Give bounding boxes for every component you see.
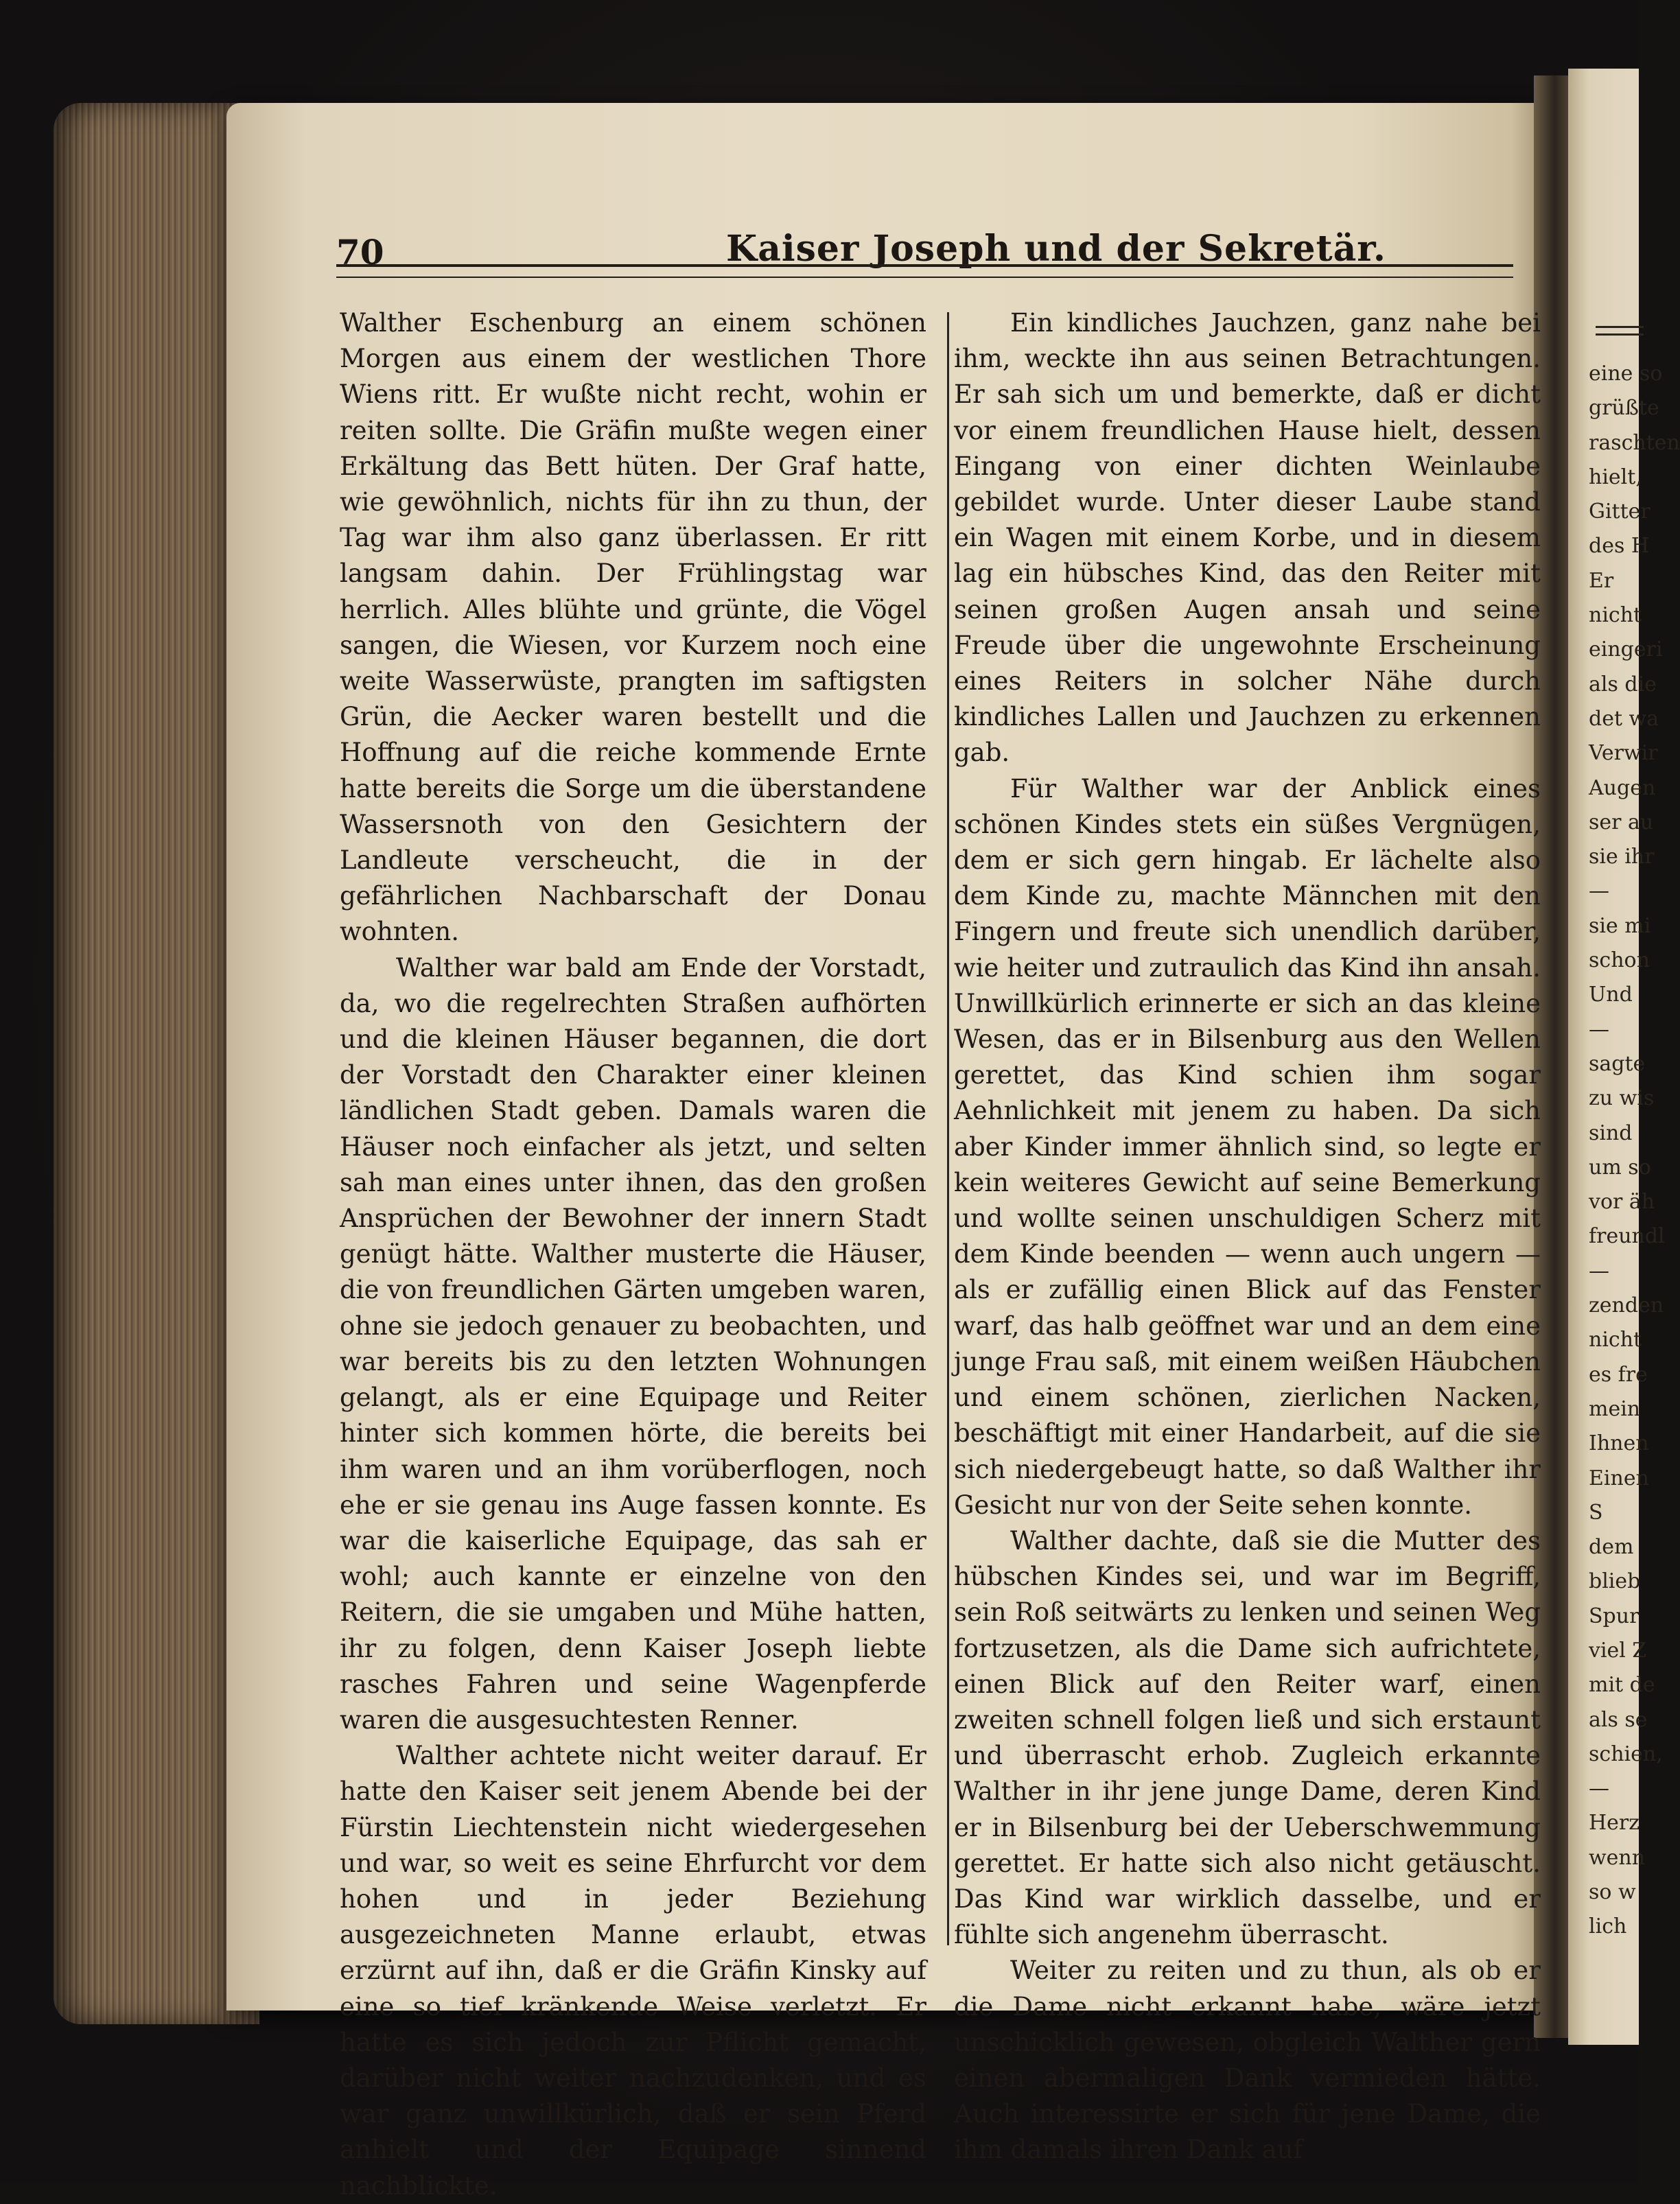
right-page-fragment-line: sie ihr: [1589, 845, 1655, 869]
right-page-fragment-line: Augen: [1589, 775, 1656, 800]
right-page-fragment-line: Er: [1589, 568, 1614, 593]
right-page-fragment-line: wenn: [1589, 1845, 1646, 1870]
right-page-fragment-line: raschten: [1589, 430, 1680, 455]
right-page-fragment-line: det wa: [1589, 706, 1659, 731]
right-page-fragment-line: eingeri: [1589, 637, 1663, 662]
right-page-fragment-line: Und: [1589, 983, 1633, 1007]
left-text-column: [340, 305, 926, 2204]
paragraph: Walther war bald am Ende der Vorstadt, da, wo die regelrechten Straßen aufhörten und die kleinen Häuser begannen, die dort der Vorstadt den Charakter einer kleinen ländlichen Stadt geben. Damals waren die Häuser noch einfacher als jetzt, und selten sah man eines unter ihnen, das den großen Ansprüchen der Bewohner der innern Stadt genügt hätte. Walther musterte die Häuser, die von freundlichen Gärten umgeben waren, ohne sie jedoch genauer zu beobachten, und war bereits bis zu den letzten Wohnungen gelangt, als er eine Equipage und Reiter hinter sich kommen hörte, die bereits bei ihm waren und an ihm vorüberflogen, noch ehe er sie genau ins Auge fassen konnte. Es war die kaiserliche Equipage, das sah er wohl; auch kannte er einzelne von den Reitern, die sie umgaben und Mühe hatten, ihr zu folgen, denn Kaiser Joseph liebte rasches Fahren und seine Wagenpferde waren die ausgesuchtesten Renner.: [340, 952, 926, 1735]
right-page-header-rule: [1596, 326, 1644, 336]
right-page-fragment-line: Spur: [1589, 1604, 1640, 1628]
right-page-fragment-line: mit de: [1589, 1673, 1655, 1698]
right-page-text-fragments: [1589, 357, 1680, 1945]
paragraph: Weiter zu reiten und zu thun, als ob er die Dame nicht erkannt habe, wäre jetzt unschicklich gewesen, obgleich Walther gern einen abermaligen Dank vermieden hätte. Auch interessirte er sich für jene Dame, die ihm damals ihren Dank auf: [954, 1956, 1541, 2165]
right-page-fragment-line: sind: [1589, 1121, 1633, 1145]
right-page-fragment-line: sie mi: [1589, 913, 1651, 938]
right-text-column: [954, 305, 1541, 2168]
right-page-fragment-line: sagte: [1589, 1051, 1646, 1076]
right-page-fragment-line: Verwir: [1589, 741, 1658, 766]
right-page-fragment-line: —: [1589, 1017, 1609, 1042]
right-page-fragment-line: grüßte: [1589, 396, 1659, 421]
right-page-fragment-line: schien,: [1589, 1742, 1663, 1766]
right-page-fragment-line: als die: [1589, 672, 1657, 696]
right-page-fragment-line: nicht: [1589, 603, 1642, 628]
right-page-fragment-line: Ihnen: [1589, 1431, 1649, 1456]
paragraph: Für Walther war der Anblick eines schönen Kindes stets ein süßes Vergnügen, dem er sich gern hingab. Er lächelte also dem Kinde zu, machte Männchen mit den Fingern und freute sich unendlich darüber, wie heiter und zutraulich das Kind ihn ansah. Unwillkürlich erinnerte er sich an das kleine Wesen, das er in Bilsenburg aus den Wellen gerettet, das Kind schien ihm sogar Aehnlichkeit mit jenem zu haben. Da sich aber Kinder immer ähnlich sind, so legte er kein weiteres Gewicht auf seine Bemerkung und wollte seinen unschuldigen Scherz mit dem Kinde beenden — wenn auch ungern — als er zufällig einen Blick auf das Fenster warf, das halb geöffnet war und an dem eine junge Frau saß, mit einem weißen Häubchen und einem schönen, zierlichen Nacken, beschäftigt mit einer Handarbeit, auf die sie sich niedergebeugt hatte, so daß Walther ihr Gesicht nur von der Seite sehen konnte.: [954, 773, 1541, 1520]
column-divider: [947, 312, 949, 1945]
right-page-fragment-line: —: [1589, 879, 1609, 904]
right-page-fragment-line: Einen: [1589, 1466, 1649, 1490]
paragraph: Walther achtete nicht weiter darauf. Er hatte den Kaiser seit jenem Abende bei der Fürstin Liechtenstein nicht wiedergesehen und war, so weit es seine Ehrfurcht vor dem hohen und in jeder Beziehung ausgezeichneten Manne erlaubt, etwas erzürnt auf ihn, daß er die Gräfin Kinsky auf eine so tief kränkende Weise verletzt. Er hatte es sich jedoch zur Pflicht gemacht, darüber nicht weiter nachzudenken, und es war ganz unwillkürlich, daß er sein Pferd anhielt und der Equipage sinnend nachblickte.: [340, 1741, 926, 2201]
right-page-fragment-line: um so: [1589, 1155, 1651, 1180]
right-page-fragment-line: zenden: [1589, 1293, 1664, 1318]
right-page-fragment-line: blieb: [1589, 1569, 1641, 1594]
right-page-partial: [1568, 69, 1680, 2045]
right-page-fragment-line: Herz: [1589, 1811, 1640, 1836]
paragraph: Ein kindliches Jauchzen, ganz nahe bei ihm, weckte ihn aus seinen Betrachtungen. Er sah sich um und bemerkte, daß er dicht vor einem freundlichen Hause hielt, dessen Eingang von einer dichten Weinlaube gebildet wurde. Unter dieser Laube stand ein Wagen mit einem Korbe, und in diesem lag ein hübsches Kind, das den Reiter mit seinen großen Augen ansah und seine Freude über die ungewohnte Erscheinung eines Reiters in solcher Nähe durch kindliches Lallen und Jauchzen zu erkennen gab.: [954, 308, 1541, 768]
right-page-fragment-line: schon: [1589, 948, 1650, 973]
page-number: 70: [336, 232, 384, 272]
running-title: Kaiser Joseph und der Sekretär.: [726, 228, 1387, 270]
right-page-fragment-line: viel Z: [1589, 1638, 1647, 1663]
right-page-fragment-line: des H: [1589, 534, 1650, 559]
right-page-fragment-line: es fre: [1589, 1362, 1648, 1387]
right-page-fragment-line: vor äh: [1589, 1190, 1655, 1215]
right-page-fragment-line: nicht: [1589, 1328, 1642, 1352]
right-page-fragment-line: zu wis: [1589, 1086, 1655, 1111]
paragraph: Walther Eschenburg an einem schönen Morgen aus einem der westlichen Thore Wiens ritt. Er wußte nicht recht, wohin er reiten sollte. Die Gräfin mußte wegen einer Erkältung das Bett hüten. Der Graf hatte, wie gewöhnlich, nichts für ihn zu thun, der Tag war ihm also ganz überlassen. Er ritt langsam dahin. Der Frühlingstag war herrlich. Alles blühte und grünte, die Vögel sangen, die Wiesen, vor Kurzem noch eine weite Wasserwüste, prangten im saftigsten Grün, die Aecker waren bestellt und die Hoffnung auf die reiche kommende Ernte hatte bereits die Sorge um die überstandene Wassersnoth von den Gesichtern der Landleute verscheucht, die in der gefährlichen Nachbarschaft der Donau wohnten.: [340, 308, 926, 947]
right-page-fragment-line: als se: [1589, 1707, 1648, 1732]
paragraph: Walther dachte, daß sie die Mutter des hübschen Kindes sei, und war im Begriff, sein Roß seitwärts zu lenken und seinen Weg fortzusetzen, als die Dame sich aufrichtete, einen Blick auf den Reiter warf, einen zweiten schnell folgen ließ und sich erstaunt und überrascht erhob. Zugleich erkannte Walther in ihr jene junge Dame, deren Kind er in Bilsenburg bei der Ueberschwemmung gerettet. Er hatte sich also nicht getäuscht. Das Kind war wirklich dasselbe, und er fühlte sich angenehm überrascht.: [954, 1525, 1541, 1950]
right-page-fragment-line: ser au: [1589, 810, 1654, 834]
right-page-fragment-line: dem: [1589, 1535, 1634, 1560]
right-page-fragment-line: eine so: [1589, 362, 1663, 386]
right-page-fragment-line: S: [1589, 1500, 1603, 1525]
right-page-fragment-line: —: [1589, 1258, 1609, 1283]
right-page-fragment-line: so w: [1589, 1880, 1636, 1905]
right-page-fragment-line: mein: [1589, 1396, 1641, 1421]
right-page-fragment-line: hielt,: [1589, 465, 1642, 489]
right-page-fragment-line: Gitter: [1589, 500, 1650, 524]
right-page-fragment-line: lich: [1589, 1914, 1627, 1939]
header-double-rule: [336, 264, 1513, 278]
right-page-fragment-line: —: [1589, 1777, 1609, 1801]
right-page-fragment-line: freundl: [1589, 1224, 1665, 1249]
